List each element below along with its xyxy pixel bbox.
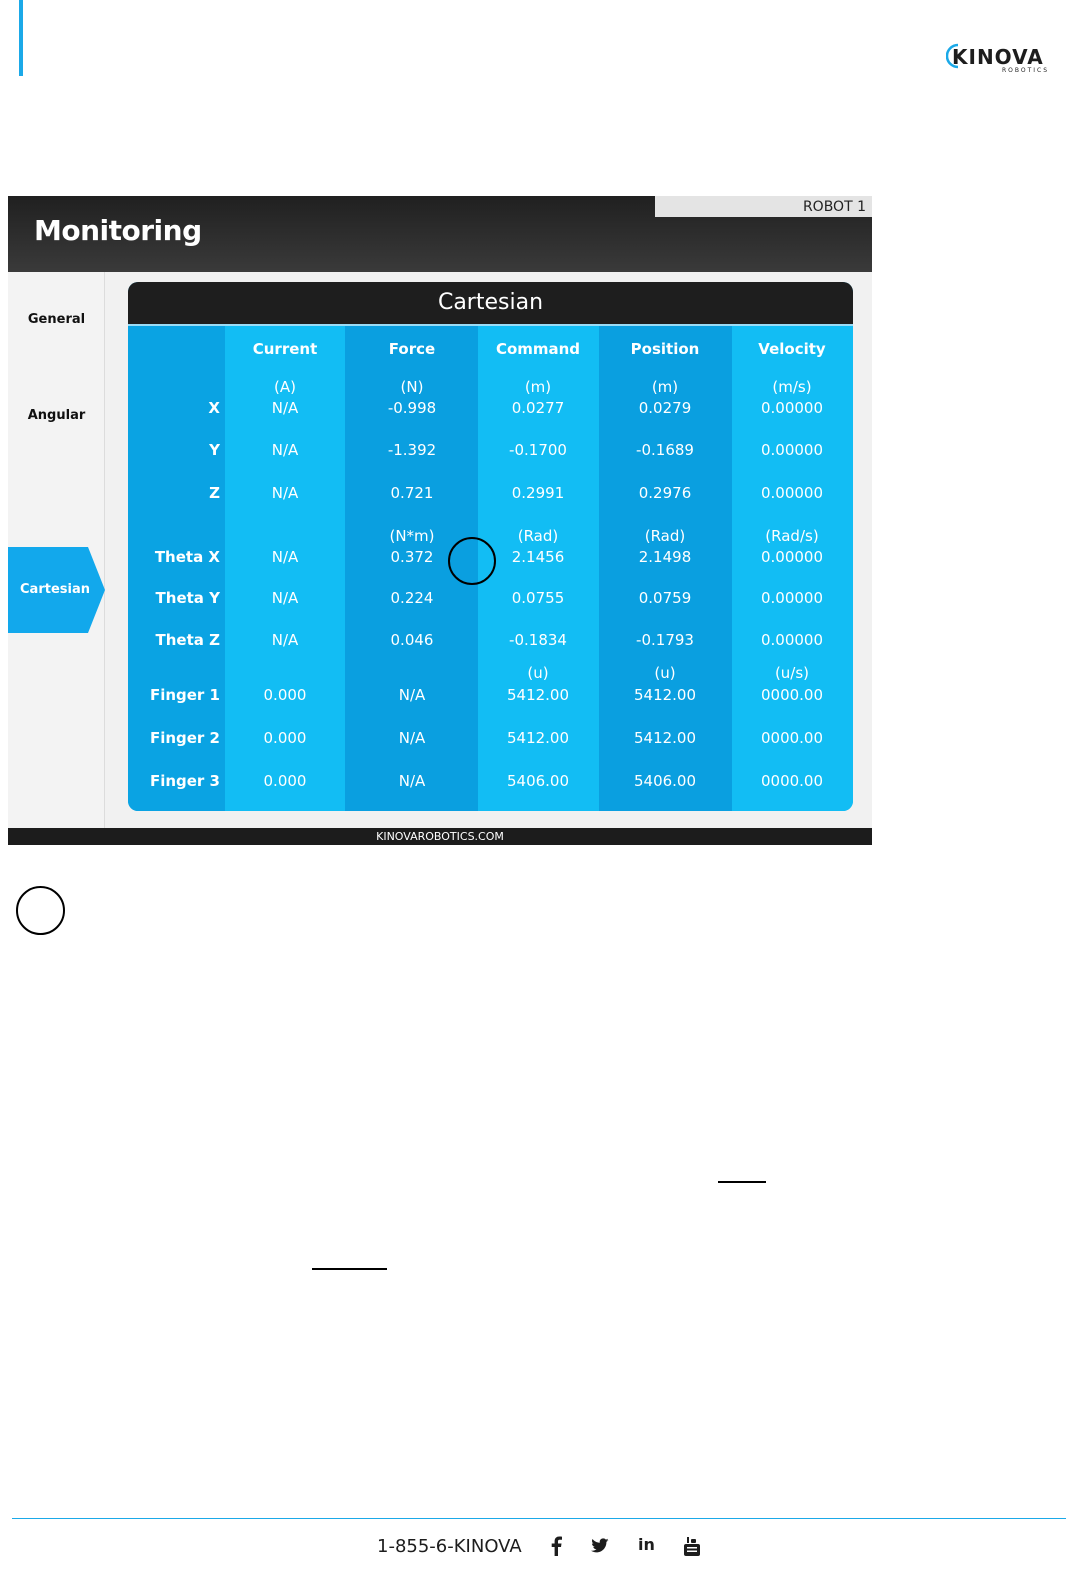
- row-label: X: [208, 399, 220, 417]
- table-cell-value: 0.000: [263, 729, 307, 747]
- row-label: Y: [209, 441, 220, 459]
- table-cell-value: 0.00000: [760, 631, 824, 649]
- table-cell-value: -0.1793: [636, 631, 694, 649]
- page-title: Monitoring: [34, 214, 202, 247]
- sidebar-nav: [8, 272, 105, 828]
- table-cell-value: 0000.00: [760, 686, 824, 704]
- table-cell-value: -0.1834: [509, 631, 567, 649]
- table-cell-value: 0.00000: [760, 441, 824, 459]
- footer-divider: [12, 1518, 1066, 1519]
- table-cell-value: 0.2976: [638, 484, 692, 502]
- sidebar-item-angular[interactable]: Angular: [27, 408, 86, 423]
- row-label: Finger 2: [149, 729, 220, 747]
- monitoring-header: [8, 196, 872, 272]
- page-accent-bar: [19, 0, 23, 76]
- row-label: Theta Y: [155, 589, 220, 607]
- table-cell-value: 0.00000: [760, 548, 824, 566]
- table-cell-value: 0.372: [390, 548, 434, 566]
- unit-label: (Rad/s): [765, 527, 819, 545]
- underline-mark: [718, 1181, 766, 1183]
- column-header: Force: [388, 340, 436, 358]
- table-cell-value: N/A: [398, 686, 426, 704]
- row-label: Theta X: [154, 548, 220, 566]
- unit-label: (u): [527, 664, 549, 682]
- table-cell-value: N/A: [271, 441, 299, 459]
- facebook-icon[interactable]: [550, 1536, 562, 1558]
- table-cell-value: N/A: [271, 548, 299, 566]
- table-cell-value: 0.0755: [511, 589, 565, 607]
- table-cell-value: 0.721: [390, 484, 434, 502]
- table-cell-value: 0000.00: [760, 729, 824, 747]
- table-cell-value: N/A: [271, 631, 299, 649]
- table-cell-value: 0.2991: [511, 484, 565, 502]
- table-cell-value: 0.046: [390, 631, 434, 649]
- card-title: Cartesian: [128, 282, 853, 324]
- table-cell-value: 5412.00: [633, 729, 697, 747]
- column-header: Current: [252, 340, 318, 358]
- row-label: Finger 1: [149, 686, 220, 704]
- table-cell-value: 5412.00: [506, 686, 570, 704]
- table-cell-value: 0.00000: [760, 484, 824, 502]
- table-cell-value: N/A: [398, 772, 426, 790]
- unit-label: (Rad): [644, 527, 686, 545]
- unit-label: (N): [400, 378, 424, 396]
- annotation-circle-marker: [16, 886, 65, 935]
- panel-footer: KINOVAROBOTICS.COM: [8, 828, 872, 845]
- table-cell-value: N/A: [271, 399, 299, 417]
- unit-label: (u/s): [774, 664, 810, 682]
- table-cell-value: 2.1456: [511, 548, 565, 566]
- table-cell-value: N/A: [271, 589, 299, 607]
- table-cell-value: 0.00000: [760, 589, 824, 607]
- row-label: Theta Z: [155, 631, 220, 649]
- column-header: Velocity: [758, 340, 826, 358]
- row-label: Z: [209, 484, 220, 502]
- table-cell-value: -1.392: [387, 441, 437, 459]
- column-header: Position: [630, 340, 700, 358]
- row-label: Finger 3: [149, 772, 220, 790]
- table-cell-value: 2.1498: [638, 548, 692, 566]
- table-cell-value: N/A: [271, 484, 299, 502]
- table-cell-value: 5406.00: [506, 772, 570, 790]
- underline-mark: [312, 1268, 387, 1270]
- logo-word: KINOVA: [952, 45, 1044, 69]
- unit-label: (A): [274, 378, 296, 396]
- column-header: Command: [495, 340, 581, 358]
- annotation-circle-marker: [448, 537, 496, 585]
- table-cell-value: 0.0277: [511, 399, 565, 417]
- table-cell-value: -0.998: [387, 399, 437, 417]
- table-cell-value: 0.224: [390, 589, 434, 607]
- table-cell-value: N/A: [398, 729, 426, 747]
- linkedin-icon[interactable]: in: [638, 1535, 655, 1554]
- youtube-icon[interactable]: [684, 1536, 700, 1558]
- sidebar-item-general[interactable]: General: [27, 312, 86, 327]
- table-cell-value: 5412.00: [633, 686, 697, 704]
- unit-label: (u): [654, 664, 676, 682]
- kinova-logo: [946, 43, 1056, 77]
- table-cell-value: -0.1689: [636, 441, 694, 459]
- unit-label: (N*m): [389, 527, 435, 545]
- table-cell-value: 5406.00: [633, 772, 697, 790]
- table-cell-value: 0.0759: [638, 589, 692, 607]
- table-cell-value: 0.0279: [638, 399, 692, 417]
- table-cell-value: 0000.00: [760, 772, 824, 790]
- unit-label: (Rad): [517, 527, 559, 545]
- table-cell-value: 0.000: [263, 686, 307, 704]
- monitoring-screenshot: [8, 196, 872, 845]
- table-cell-value: -0.1700: [509, 441, 567, 459]
- unit-label: (m/s): [772, 378, 812, 396]
- twitter-icon[interactable]: [591, 1536, 609, 1558]
- robot-selector[interactable]: ROBOT 1: [655, 196, 872, 217]
- unit-label: (m): [651, 378, 679, 396]
- unit-label: (m): [524, 378, 552, 396]
- logo-subtitle: ROBOTICS: [1002, 67, 1050, 74]
- sidebar-item-cartesian-label: Cartesian: [20, 582, 90, 597]
- sidebar-item-cartesian[interactable]: [8, 547, 105, 633]
- table-cell-value: 0.00000: [760, 399, 824, 417]
- footer-phone: 1-855-6-KINOVA: [377, 1536, 522, 1557]
- table-cell-value: 5412.00: [506, 729, 570, 747]
- table-cell-value: 0.000: [263, 772, 307, 790]
